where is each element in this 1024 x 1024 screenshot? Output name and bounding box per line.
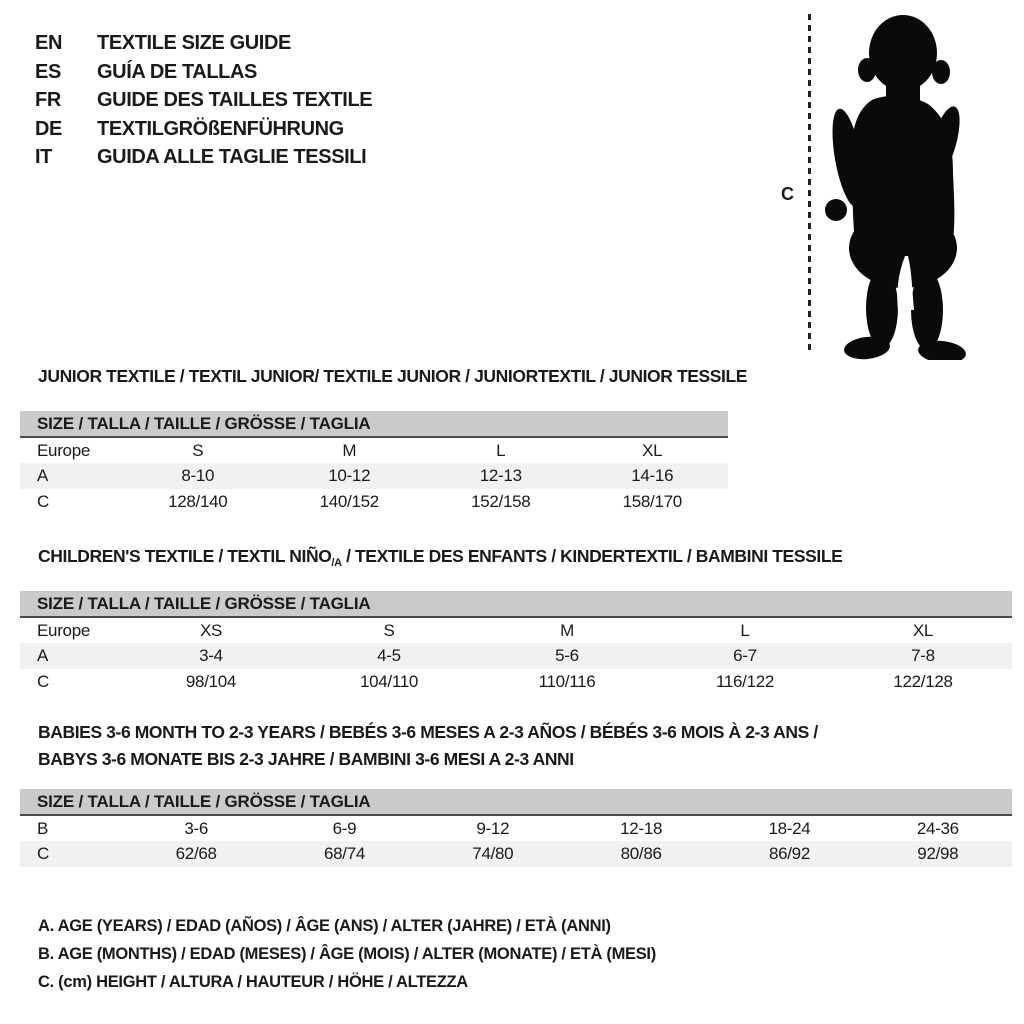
size-col-header: S [192,440,204,460]
age-value: 12-18 [620,818,663,838]
age-value: 8-10 [122,463,274,489]
lang-title: GUÍA DE TALLAS [97,60,257,83]
footnote-c: C. (cm) HEIGHT / ALTURA / HAUTEUR / HÖHE / ALTEZZA [38,973,468,991]
row-label: B [37,818,49,838]
age-value: 3-4 [122,643,300,669]
lang-row-en [35,29,372,58]
footnote-legend [38,912,656,996]
head [869,15,937,91]
height-measure-label: C [781,184,794,204]
babies-title-line1: BABIES 3-6 MONTH TO 2-3 YEARS / BEBÉS 3-6 MESES A 2-3 AÑOS / BÉBÉS 3-6 MOIS À 2-3 ANS / [38,722,818,742]
region-sizes-row [20,437,728,463]
size-col-header: M [560,620,574,640]
size-col-header: L [740,620,750,640]
footnote-a: A. AGE (YEARS) / EDAD (AÑOS) / ÂGE (ANS) / ALTER (JAHRE) / ETÀ (ANNI) [38,917,611,935]
left-leg [866,268,898,348]
age-value: 7-8 [834,643,1012,669]
age-value: 5-6 [478,643,656,669]
right-hand [899,188,919,208]
height-value: 92/98 [864,841,1012,867]
region-sizes-row [20,617,1012,643]
lang-title: GUIDE DES TAILLES TEXTILE [97,89,373,112]
right-leg [911,270,943,350]
lang-row-de [35,115,372,144]
size-col-header: XL [642,440,663,460]
toddler-silhouette [820,8,990,360]
height-value: 86/92 [715,841,863,867]
age-value: 14-16 [577,463,729,489]
size-col-header: L [496,440,506,460]
language-title-block [35,29,372,172]
age-value: 6-7 [656,643,834,669]
age-value: 18-24 [768,818,811,838]
children-title-part1: CHILDREN'S TEXTILE / TEXTIL NIÑO [38,546,332,566]
height-value: 152/158 [471,492,531,511]
height-value: 80/86 [567,841,715,867]
table-header-row [20,591,1012,617]
height-value: 104/110 [359,672,419,691]
size-col-header: S [383,620,395,640]
height-dotted-line [808,14,811,353]
height-cm-row [20,841,1012,867]
height-value: 62/68 [122,841,270,867]
height-value: 122/128 [893,672,953,691]
lang-title: TEXTILGRÖßENFÜHRUNG [97,117,344,140]
height-value: 98/104 [185,672,237,691]
lang-row-fr [35,86,372,115]
height-value: 110/116 [538,672,596,691]
age-years-row [20,643,1012,669]
height-value: 128/140 [168,492,228,511]
children-section-title [38,546,842,569]
children-title-subscript: /A [331,557,342,569]
lang-title: TEXTILE SIZE GUIDE [97,32,291,54]
height-value: 74/80 [419,841,567,867]
children-title-part2: / TEXTILE DES ENFANTS / KINDERTEXTIL / BAMBINI TESSILE [341,546,843,566]
height-value: 116/122 [715,672,775,691]
age-value: 9-12 [476,818,510,838]
lang-code: FR [35,89,61,112]
lang-row-it [35,143,372,172]
height-value: 140/152 [319,492,379,511]
lang-code: ES [35,60,61,83]
age-value: 12-13 [425,463,577,489]
size-col-header: XS [199,620,223,640]
height-value: 158/170 [622,492,682,511]
size-col-header: M [342,440,357,460]
age-value: 4-5 [300,643,478,669]
table-header-row [20,411,728,437]
babies-title-line2: BABYS 3-6 MONATE BIS 2-3 JAHRE / BAMBINI 3-6 MESI A 2-3 ANNI [38,749,574,769]
footnote-b: B. AGE (MONTHS) / EDAD (MESES) / ÂGE (MOIS) / ALTER (MONATE) / ETÀ (MESI) [38,945,656,963]
size-header-label: SIZE / TALLA / TAILLE / GRÖSSE / TAGLIA [20,411,728,437]
lang-title: GUIDA ALLE TAGLIE TESSILI [97,146,367,169]
age-value: 6-9 [332,818,357,838]
size-header-label: SIZE / TALLA / TAILLE / GRÖSSE / TAGLIA [20,789,1012,815]
row-label: C [37,492,49,511]
junior-size-table [20,411,728,515]
junior-section-title: JUNIOR TEXTILE / TEXTIL JUNIOR/ TEXTILE JUNIOR / JUNIORTEXTIL / JUNIOR TESSILE [38,366,748,386]
row-label: A [20,643,122,669]
row-label: C [20,841,122,867]
region-label: Europe [37,440,91,460]
left-hand [825,199,847,221]
size-col-header: XL [912,620,934,640]
age-years-row [20,463,728,489]
lang-row-es [35,58,372,87]
size-header-label: SIZE / TALLA / TAILLE / GRÖSSE / TAGLIA [20,591,1012,617]
age-value: 3-6 [184,818,208,838]
age-value: 24-36 [916,818,959,838]
table-header-row [20,789,1012,815]
lang-code: DE [35,117,62,140]
children-size-table [20,591,1012,695]
age-value: 10-12 [274,463,426,489]
height-cm-row [20,489,728,515]
lang-code: IT [35,146,52,169]
row-label: A [20,463,122,489]
region-label: Europe [37,620,91,640]
lang-code: EN [35,32,62,54]
babies-size-table [20,789,1012,867]
babies-section-title [38,719,818,773]
height-cm-row [20,669,1012,695]
row-label: C [37,672,49,691]
age-months-row [20,815,1012,841]
height-value: 68/74 [270,841,418,867]
